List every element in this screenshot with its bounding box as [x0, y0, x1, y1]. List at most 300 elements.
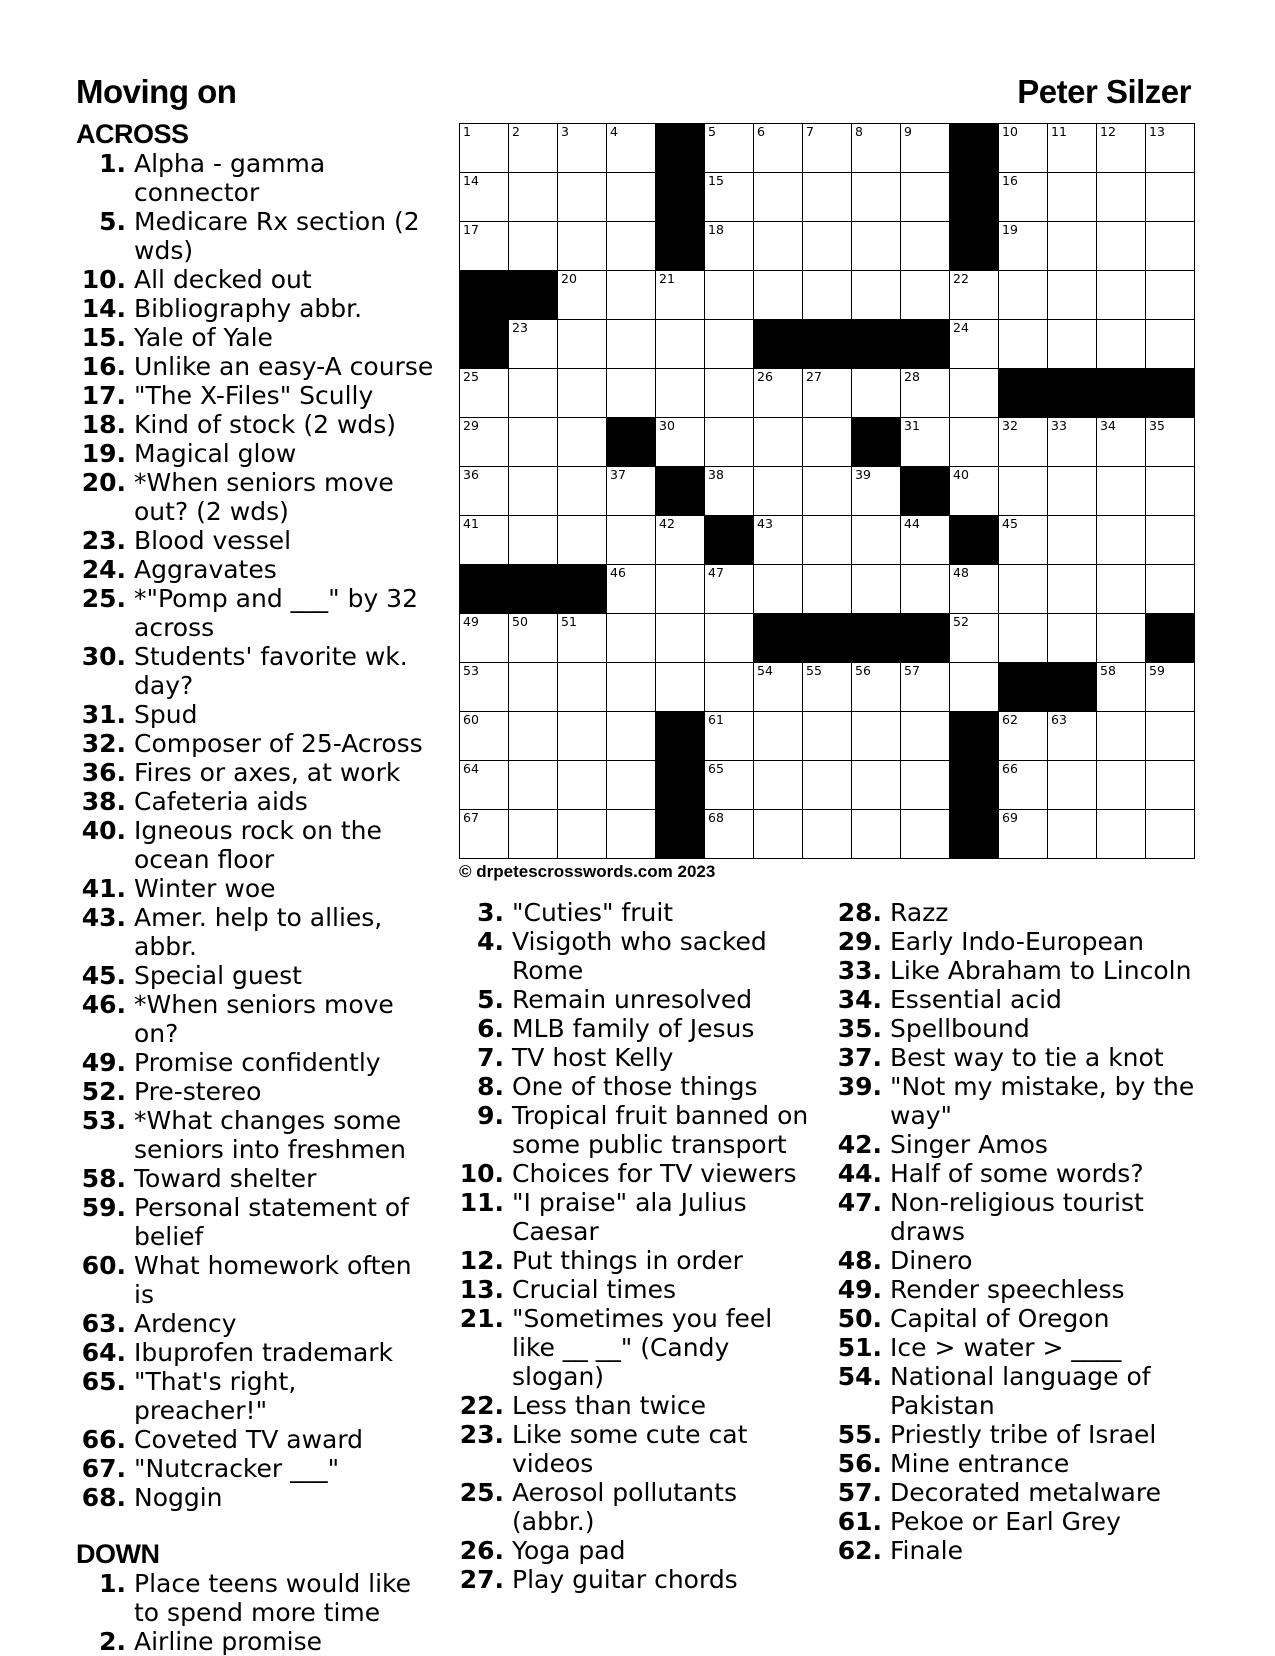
grid-cell[interactable]: [999, 173, 1048, 222]
clue-item[interactable]: [454, 1043, 814, 1072]
clue-item[interactable]: [76, 1338, 436, 1367]
grid-cell[interactable]: [1146, 663, 1195, 712]
grid-cell[interactable]: [852, 516, 901, 565]
grid-cell[interactable]: [705, 124, 754, 173]
grid-cell[interactable]: [1048, 712, 1097, 761]
grid-cell[interactable]: [1048, 614, 1097, 663]
grid-cell[interactable]: [656, 516, 705, 565]
grid-cell[interactable]: [509, 663, 558, 712]
clue-item[interactable]: [76, 1425, 436, 1454]
clue-item[interactable]: [76, 729, 436, 758]
grid-cell[interactable]: [558, 271, 607, 320]
clue-item[interactable]: [76, 816, 436, 874]
clue-item[interactable]: [832, 1362, 1202, 1420]
clue-item[interactable]: [454, 1391, 814, 1420]
grid-cell[interactable]: [509, 222, 558, 271]
grid-cell[interactable]: [901, 369, 950, 418]
clue-item[interactable]: [76, 352, 436, 381]
clue-number: 2.: [99, 1627, 126, 1656]
clue-number: 33.: [837, 956, 882, 985]
grid-cell[interactable]: [1146, 565, 1195, 614]
grid-cell[interactable]: [607, 369, 656, 418]
grid-cell[interactable]: [852, 467, 901, 516]
grid-cell[interactable]: [705, 369, 754, 418]
grid-cell[interactable]: [705, 712, 754, 761]
grid-cell[interactable]: [460, 173, 509, 222]
grid-cell[interactable]: [999, 418, 1048, 467]
grid-cell[interactable]: [558, 614, 607, 663]
grid-cell[interactable]: [754, 810, 803, 859]
grid-cell[interactable]: [1097, 320, 1146, 369]
grid-cell[interactable]: [1048, 516, 1097, 565]
grid-cell[interactable]: [901, 516, 950, 565]
grid-cell[interactable]: [1048, 320, 1097, 369]
clue-item[interactable]: [832, 1333, 1202, 1362]
grid-cell[interactable]: [509, 369, 558, 418]
cell-number: 33: [1051, 418, 1067, 433]
grid-cell[interactable]: [705, 418, 754, 467]
grid-cell[interactable]: [1097, 712, 1146, 761]
grid-cell[interactable]: [852, 761, 901, 810]
grid-cell[interactable]: [803, 271, 852, 320]
cell-number: 20: [561, 271, 577, 286]
clue-item[interactable]: [76, 294, 436, 323]
clue-item[interactable]: [454, 1246, 814, 1275]
grid-cell[interactable]: [1097, 271, 1146, 320]
grid-cell[interactable]: [558, 810, 607, 859]
clue-number: 65.: [81, 1367, 126, 1396]
grid-cell[interactable]: [901, 663, 950, 712]
grid-cell[interactable]: [1048, 124, 1097, 173]
cell-number: 66: [1002, 761, 1018, 776]
grid-cell[interactable]: [1146, 810, 1195, 859]
clue-item[interactable]: [454, 1014, 814, 1043]
grid-cell[interactable]: [607, 320, 656, 369]
clue-item[interactable]: [76, 1454, 436, 1483]
grid-cell[interactable]: [754, 124, 803, 173]
clue-number: 3.: [477, 898, 504, 927]
grid-cell[interactable]: [852, 173, 901, 222]
grid-cell[interactable]: [705, 614, 754, 663]
grid-block: [950, 761, 999, 810]
clue-item[interactable]: [832, 1043, 1202, 1072]
grid-block: [852, 418, 901, 467]
grid-cell[interactable]: [460, 516, 509, 565]
clue-item[interactable]: [76, 1193, 436, 1251]
grid-cell[interactable]: [754, 712, 803, 761]
grid-cell[interactable]: [607, 124, 656, 173]
grid-cell[interactable]: [754, 663, 803, 712]
grid-cell[interactable]: [1146, 222, 1195, 271]
clue-item[interactable]: [832, 898, 1202, 927]
clue-item[interactable]: [454, 1072, 814, 1101]
cell-number: 15: [708, 173, 724, 188]
clue-item[interactable]: [454, 1536, 814, 1565]
grid-cell[interactable]: [1146, 320, 1195, 369]
clue-item[interactable]: [832, 1246, 1202, 1275]
grid-cell[interactable]: [705, 271, 754, 320]
clue-item[interactable]: [832, 1478, 1202, 1507]
grid-block: [656, 467, 705, 516]
grid-cell[interactable]: [999, 271, 1048, 320]
grid-cell[interactable]: [558, 173, 607, 222]
grid-cell[interactable]: [1146, 173, 1195, 222]
grid-cell[interactable]: [705, 222, 754, 271]
clue-number: 6.: [477, 1014, 504, 1043]
clue-item[interactable]: [76, 1627, 436, 1656]
grid-cell[interactable]: [999, 614, 1048, 663]
clue-item[interactable]: [454, 1275, 814, 1304]
grid-block: [754, 614, 803, 663]
grid-cell[interactable]: [607, 271, 656, 320]
grid-cell[interactable]: [852, 369, 901, 418]
clue-item[interactable]: [76, 207, 436, 265]
grid-cell[interactable]: [803, 810, 852, 859]
grid-cell[interactable]: [558, 663, 607, 712]
grid-cell[interactable]: [901, 565, 950, 614]
grid-cell[interactable]: [803, 516, 852, 565]
clue-item[interactable]: [76, 700, 436, 729]
clue-item[interactable]: [454, 1188, 814, 1246]
clue-text: Finale: [890, 1536, 963, 1565]
grid-cell[interactable]: [460, 369, 509, 418]
grid-cell[interactable]: [1048, 418, 1097, 467]
grid-cell[interactable]: [607, 761, 656, 810]
grid-cell[interactable]: [901, 222, 950, 271]
clue-item[interactable]: [76, 410, 436, 439]
grid-cell[interactable]: [558, 369, 607, 418]
cell-number: 60: [463, 712, 479, 727]
grid-cell[interactable]: [558, 124, 607, 173]
cell-number: 26: [757, 369, 773, 384]
clue-item[interactable]: [76, 1077, 436, 1106]
cell-number: 13: [1149, 124, 1165, 139]
grid-cell[interactable]: [1097, 467, 1146, 516]
grid-cell[interactable]: [1048, 565, 1097, 614]
grid-cell[interactable]: [1048, 222, 1097, 271]
grid-cell[interactable]: [852, 663, 901, 712]
clue-item[interactable]: [76, 642, 436, 700]
grid-cell[interactable]: [509, 320, 558, 369]
grid-cell[interactable]: [607, 614, 656, 663]
clue-item[interactable]: [76, 1164, 436, 1193]
grid-cell[interactable]: [705, 320, 754, 369]
clue-item[interactable]: [454, 1478, 814, 1536]
grid-cell[interactable]: [1097, 810, 1146, 859]
clue-item[interactable]: [454, 1159, 814, 1188]
grid-cell[interactable]: [852, 810, 901, 859]
clue-item[interactable]: [76, 1367, 436, 1425]
grid-cell[interactable]: [705, 173, 754, 222]
grid-cell[interactable]: [999, 565, 1048, 614]
grid-cell[interactable]: [803, 222, 852, 271]
clue-number: 4.: [477, 927, 504, 956]
grid-cell[interactable]: [1146, 271, 1195, 320]
grid-cell[interactable]: [901, 124, 950, 173]
grid-cell[interactable]: [460, 614, 509, 663]
grid-block: [656, 712, 705, 761]
clue-item[interactable]: [76, 874, 436, 903]
down-clue-list: [76, 1569, 436, 1656]
grid-cell[interactable]: [509, 810, 558, 859]
grid-cell[interactable]: [656, 271, 705, 320]
grid-cell[interactable]: [950, 369, 999, 418]
grid-cell[interactable]: [509, 516, 558, 565]
grid-cell[interactable]: [754, 761, 803, 810]
grid-cell[interactable]: [754, 418, 803, 467]
grid-cell[interactable]: [558, 222, 607, 271]
grid-cell[interactable]: [901, 810, 950, 859]
grid-cell[interactable]: [754, 173, 803, 222]
grid-cell[interactable]: [803, 663, 852, 712]
grid-cell[interactable]: [460, 418, 509, 467]
clue-item[interactable]: [76, 149, 436, 207]
grid-cell[interactable]: [1146, 516, 1195, 565]
grid-cell[interactable]: [705, 565, 754, 614]
clue-item[interactable]: [76, 1569, 436, 1627]
grid-cell[interactable]: [607, 712, 656, 761]
clue-item[interactable]: [76, 758, 436, 787]
clue-item[interactable]: [76, 903, 436, 961]
grid-cell[interactable]: [852, 124, 901, 173]
grid-cell[interactable]: [999, 124, 1048, 173]
grid-cell[interactable]: [999, 320, 1048, 369]
clue-number: 11.: [459, 1188, 504, 1217]
cell-number: 14: [463, 173, 479, 188]
grid-cell[interactable]: [460, 222, 509, 271]
grid-cell[interactable]: [803, 124, 852, 173]
grid-cell[interactable]: [803, 761, 852, 810]
grid-cell[interactable]: [558, 761, 607, 810]
clue-item[interactable]: [76, 787, 436, 816]
cell-number: 12: [1100, 124, 1116, 139]
grid-cell[interactable]: [607, 222, 656, 271]
grid-cell[interactable]: [1097, 663, 1146, 712]
grid-cell[interactable]: [705, 663, 754, 712]
grid-cell[interactable]: [607, 516, 656, 565]
grid-cell[interactable]: [999, 467, 1048, 516]
clue-item[interactable]: [76, 1251, 436, 1309]
grid-cell[interactable]: [509, 418, 558, 467]
clue-item[interactable]: [454, 985, 814, 1014]
clue-text: Dinero: [890, 1246, 973, 1275]
clue-item[interactable]: [832, 1420, 1202, 1449]
grid-cell[interactable]: [950, 614, 999, 663]
clue-item[interactable]: [832, 1536, 1202, 1565]
clue-text: Spellbound: [890, 1014, 1030, 1043]
grid-cell[interactable]: [803, 467, 852, 516]
grid-cell[interactable]: [656, 663, 705, 712]
grid-cell[interactable]: [558, 320, 607, 369]
grid-cell[interactable]: [999, 712, 1048, 761]
grid-cell[interactable]: [950, 320, 999, 369]
grid-cell[interactable]: [607, 810, 656, 859]
grid-cell[interactable]: [460, 467, 509, 516]
clue-item[interactable]: [76, 381, 436, 410]
grid-cell[interactable]: [509, 712, 558, 761]
clue-number: 14.: [81, 294, 126, 323]
grid-cell[interactable]: [558, 712, 607, 761]
grid-cell[interactable]: [754, 369, 803, 418]
clue-item[interactable]: [832, 1188, 1202, 1246]
grid-cell[interactable]: [509, 467, 558, 516]
clue-item[interactable]: [76, 1048, 436, 1077]
cell-number: 32: [1002, 418, 1018, 433]
grid-cell[interactable]: [1146, 761, 1195, 810]
grid-cell[interactable]: [558, 467, 607, 516]
grid-cell[interactable]: [901, 761, 950, 810]
grid-cell[interactable]: [656, 369, 705, 418]
grid-cell[interactable]: [901, 271, 950, 320]
grid-cell[interactable]: [901, 173, 950, 222]
grid-cell[interactable]: [999, 516, 1048, 565]
clue-item[interactable]: [832, 927, 1202, 956]
clue-number: 29.: [837, 927, 882, 956]
clue-item[interactable]: [76, 468, 436, 526]
grid-cell[interactable]: [852, 271, 901, 320]
grid-cell[interactable]: [999, 810, 1048, 859]
grid-cell[interactable]: [852, 712, 901, 761]
grid-cell[interactable]: [1097, 516, 1146, 565]
grid-cell[interactable]: [656, 565, 705, 614]
clue-item[interactable]: [76, 1106, 436, 1164]
grid-cell[interactable]: [999, 761, 1048, 810]
clue-item[interactable]: [76, 990, 436, 1048]
clue-text: Yale of Yale: [134, 323, 273, 352]
grid-cell[interactable]: [1097, 222, 1146, 271]
grid-cell[interactable]: [754, 565, 803, 614]
grid-cell[interactable]: [705, 761, 754, 810]
grid-cell[interactable]: [460, 124, 509, 173]
cell-number: 2: [512, 124, 520, 139]
clue-text: Toward shelter: [134, 1164, 317, 1193]
grid-cell[interactable]: [1146, 124, 1195, 173]
grid-cell[interactable]: [950, 565, 999, 614]
grid-cell[interactable]: [460, 663, 509, 712]
grid-cell[interactable]: [754, 271, 803, 320]
clue-item[interactable]: [76, 323, 436, 352]
grid-cell[interactable]: [852, 565, 901, 614]
clue-item[interactable]: [76, 439, 436, 468]
clue-item[interactable]: [76, 1483, 436, 1512]
grid-cell[interactable]: [1048, 810, 1097, 859]
clue-item[interactable]: [832, 956, 1202, 985]
clue-text: Personal statement of belief: [134, 1193, 409, 1251]
grid-cell[interactable]: [803, 369, 852, 418]
clue-item[interactable]: [76, 265, 436, 294]
clue-number: 68.: [81, 1483, 126, 1512]
clue-item[interactable]: [832, 1130, 1202, 1159]
grid-cell[interactable]: [1097, 173, 1146, 222]
crossword-grid[interactable]: [459, 123, 1195, 859]
grid-cell[interactable]: [1097, 565, 1146, 614]
grid-cell[interactable]: [1048, 761, 1097, 810]
grid-cell[interactable]: [1097, 124, 1146, 173]
clue-number: 17.: [81, 381, 126, 410]
clue-item[interactable]: [454, 927, 814, 985]
grid-cell[interactable]: [607, 467, 656, 516]
grid-cell[interactable]: [950, 418, 999, 467]
clue-item[interactable]: [832, 1449, 1202, 1478]
clue-item[interactable]: [832, 985, 1202, 1014]
clue-item[interactable]: [76, 555, 436, 584]
clue-item[interactable]: [832, 1275, 1202, 1304]
grid-cell[interactable]: [460, 810, 509, 859]
grid-cell[interactable]: [558, 516, 607, 565]
clue-item[interactable]: [76, 526, 436, 555]
clue-item[interactable]: [454, 1101, 814, 1159]
clue-item[interactable]: [76, 1309, 436, 1338]
grid-cell[interactable]: [754, 222, 803, 271]
grid-cell[interactable]: [558, 418, 607, 467]
grid-cell[interactable]: [1097, 418, 1146, 467]
grid-cell[interactable]: [950, 271, 999, 320]
grid-block: [1097, 369, 1146, 418]
clue-item[interactable]: [454, 1565, 814, 1594]
grid-block: [656, 810, 705, 859]
grid-cell[interactable]: [901, 418, 950, 467]
grid-cell[interactable]: [1097, 614, 1146, 663]
clue-item[interactable]: [832, 1159, 1202, 1188]
grid-cell[interactable]: [1048, 271, 1097, 320]
clue-item[interactable]: [454, 1304, 814, 1391]
clue-item[interactable]: [832, 1072, 1202, 1130]
grid-cell[interactable]: [705, 810, 754, 859]
grid-cell[interactable]: [656, 418, 705, 467]
grid-cell[interactable]: [1146, 712, 1195, 761]
grid-cell[interactable]: [1097, 761, 1146, 810]
grid-cell[interactable]: [607, 173, 656, 222]
grid-cell[interactable]: [950, 467, 999, 516]
grid-cell[interactable]: [1048, 467, 1097, 516]
grid-cell[interactable]: [656, 320, 705, 369]
grid-cell[interactable]: [803, 173, 852, 222]
clue-item[interactable]: [832, 1304, 1202, 1333]
grid-cell[interactable]: [607, 565, 656, 614]
clue-text: Aggravates: [134, 555, 277, 584]
grid-cell[interactable]: [1048, 173, 1097, 222]
grid-cell[interactable]: [1146, 418, 1195, 467]
clue-item[interactable]: [454, 1420, 814, 1478]
clue-item[interactable]: [832, 1507, 1202, 1536]
clue-item[interactable]: [454, 898, 814, 927]
grid-cell[interactable]: [460, 761, 509, 810]
grid-cell[interactable]: [509, 761, 558, 810]
grid-cell[interactable]: [509, 173, 558, 222]
grid-cell[interactable]: [754, 467, 803, 516]
clue-item[interactable]: [832, 1014, 1202, 1043]
grid-cell[interactable]: [803, 565, 852, 614]
grid-cell[interactable]: [1146, 467, 1195, 516]
grid-cell[interactable]: [656, 614, 705, 663]
grid-cell[interactable]: [754, 516, 803, 565]
grid-cell[interactable]: [901, 712, 950, 761]
grid-cell[interactable]: [803, 418, 852, 467]
grid-cell[interactable]: [950, 663, 999, 712]
grid-cell[interactable]: [852, 222, 901, 271]
grid-cell[interactable]: [607, 663, 656, 712]
clue-text: Magical glow: [134, 439, 297, 468]
grid-cell[interactable]: [460, 712, 509, 761]
grid-cell[interactable]: [999, 222, 1048, 271]
clue-item[interactable]: [76, 961, 436, 990]
clue-item[interactable]: [76, 584, 436, 642]
clue-text: Alpha - gamma connector: [134, 149, 326, 207]
grid-cell[interactable]: [509, 614, 558, 663]
grid-cell[interactable]: [509, 124, 558, 173]
grid-cell[interactable]: [705, 467, 754, 516]
grid-cell[interactable]: [803, 712, 852, 761]
